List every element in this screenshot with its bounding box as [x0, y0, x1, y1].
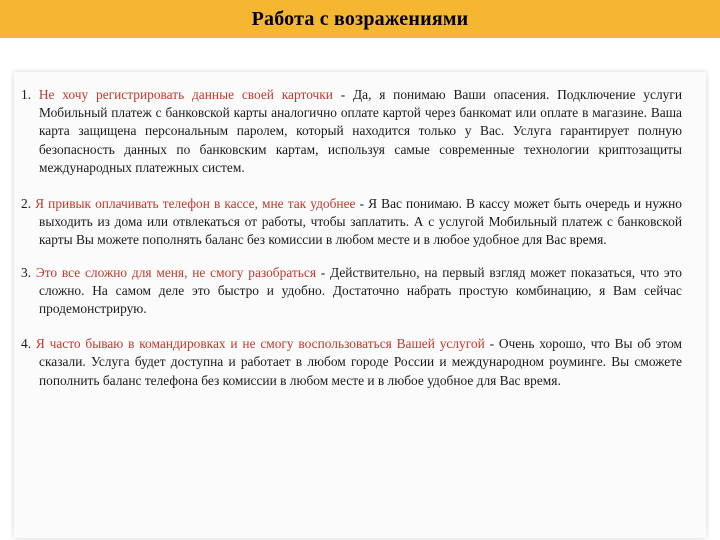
objection-item-4 — [21, 335, 682, 390]
item-number: 2. — [21, 196, 32, 212]
objection-text: Я привык оплачивать телефон в кассе, мне так удобнее — [35, 196, 356, 212]
answer-text: - Я Вас понимаю. В кассу может быть очередь и нужно выходить из дома или отвлекаться от работы, чтобы заплатить. А с услугой Мобильный платеж с банковской карты Вы можете пополнять баланс без комиссии в любом месте и в любое удобное для Вас время. — [39, 196, 682, 248]
objection-text: Не хочу регистрировать данные своей карточки — [38, 87, 333, 102]
item-number: 4. — [21, 336, 32, 352]
objection-item-2 — [21, 195, 682, 250]
objection-item-3 — [21, 264, 682, 319]
page-title: Работа с возражениями — [251, 7, 469, 30]
objection-item-1 — [21, 86, 682, 177]
objection-text: Это все сложно для меня, не смогу разобраться — [35, 264, 316, 280]
title-bar — [0, 0, 720, 38]
answer-text: - Да, я понимаю Ваши опасения. Подключение услуги Мобильный платеж с банковской карты аналогично оплате картой через банкомат или оплате в магазине. Ваша карта защищена персональным паролем, который находится только у Вас. Услуга гарантирует полную безопасность данных по банковским картам, используя самые современные технологии криптозащиты международных платежных систем. — [39, 87, 682, 175]
item-number: 1. — [21, 87, 32, 102]
answer-text: - Очень хорошо, что Вы об этом сказали. Услуга будет доступна и работает в любом городе России и международном роуминге. Вы сможете пополнить баланс телефона без комиссии в любом месте и в любое удобное для Вас время. — [39, 336, 682, 388]
item-number: 3. — [21, 264, 32, 280]
objections-panel — [14, 72, 706, 538]
answer-text: - Действительно, на первый взгляд может показаться, что это сложно. На самом деле это быстро и удобно. Достаточно набрать простую комбинацию, я Вам сейчас продемонстрирую. — [39, 264, 682, 317]
objection-text: Я часто бываю в командировках и не смогу воспользоваться Вашей услугой — [35, 336, 485, 352]
